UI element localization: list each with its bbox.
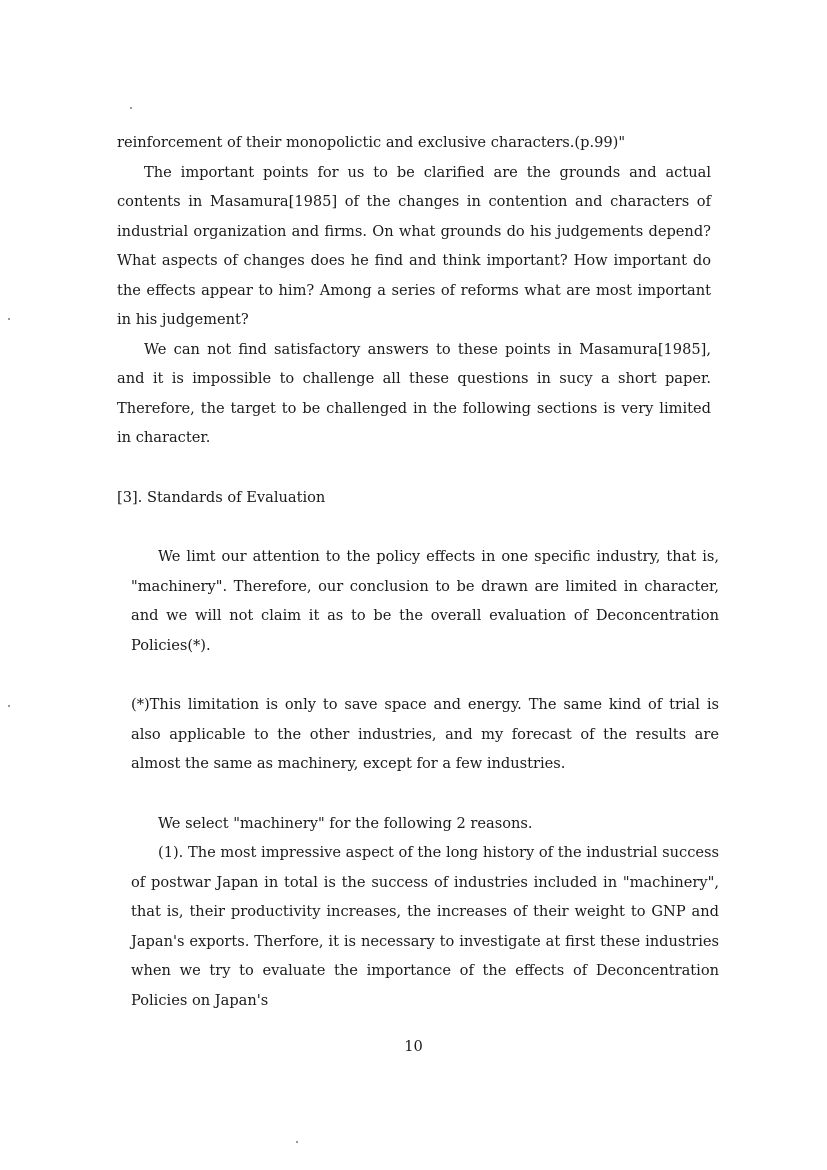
spacer — [117, 512, 711, 542]
paragraph-reason-1: (1). The most impressive aspect of the long history of the industrial success of postwar Japan in total is the success of industries included in "machinery", that is, their productivity increases, the increases of their weight to GNP and Japan's exports. Therfore, it is necessary to investigate at first these industries when we try to evaluate the importance of the effects of Deconcentration Policies on Japan's — [131, 844, 719, 1009]
section-heading: [3]. Standards of Evaluation — [117, 488, 326, 506]
paragraph-continuation: reinforcement of their monopolictic and exclusive characters.(p.99)" — [117, 134, 626, 151]
spacer — [131, 660, 719, 690]
document-body — [117, 128, 719, 1015]
paragraph-limited-target: We can not find satisfactory answers to these points in Masamura[1985], and it is impossible to challenge all these questions in sucy a short paper. Therefore, the target to be challenged in the following sections is very limited in character. — [117, 340, 711, 446]
paragraph-clarification-points: The important points for us to be clarified are the grounds and actual contents in Masamura[1985] of the changes in contention and characters of industrial organization and firms. On what grounds do his judgements depend? What aspects of changes does he find and think important? How important do the effects appear to him? Among a series of reforms what are most important in his judgement? — [117, 163, 711, 328]
scan-speck — [296, 1141, 298, 1143]
scan-speck — [8, 705, 10, 707]
spacer — [117, 453, 711, 483]
paragraph-reasons-intro: We select "machinery" for the following 2 reasons. — [158, 814, 533, 832]
scan-speck — [8, 318, 10, 320]
footnote: (*)This limitation is only to save space and energy. The same kind of trial is also applicable to the other industries, and my forecast of the results are almost the same as machinery, except for a few industries. — [131, 696, 719, 772]
spacer — [131, 779, 719, 809]
paragraph-machinery-scope: We limt our attention to the policy effects in one specific industry, that is, "machinery". Therefore, our conclusion to be drawn are limited in character, and we will not claim it as to be the overall evaluation of Deconcentration Policies(*). — [131, 548, 719, 654]
page-number: 10 — [404, 1038, 423, 1055]
scan-speck — [130, 107, 132, 109]
section-body — [131, 542, 719, 1015]
